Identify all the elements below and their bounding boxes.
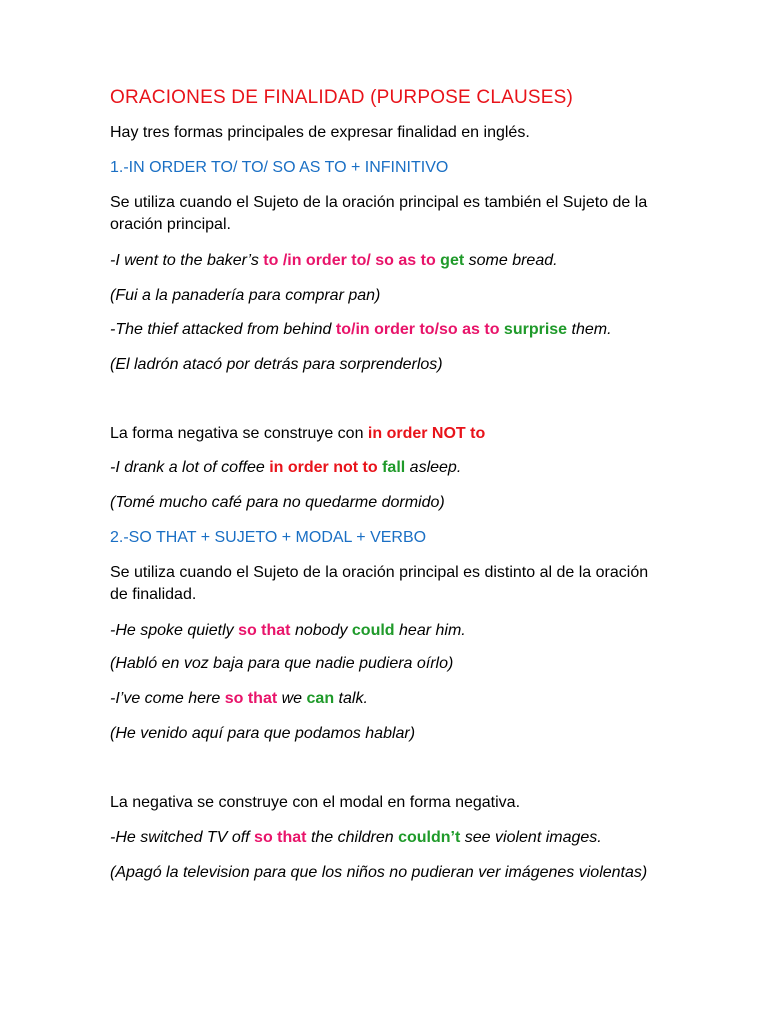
example-text: -I drank a lot of coffee <box>110 459 270 476</box>
section2-negative <box>110 792 670 814</box>
negative-text: La negativa se construye con el modal en forma negativa. <box>110 794 521 811</box>
section2-heading <box>110 527 670 549</box>
connector-highlight: so that <box>254 829 307 846</box>
section1-heading-text: 1.-IN ORDER TO/ TO/ SO AS TO + INFINITIVO <box>110 159 449 176</box>
section2-translation-2 <box>110 723 670 745</box>
connector-highlight: in order not to <box>269 459 378 476</box>
section1-example-1: -I went to the baker’s to /in order to/ so as to get some bread. <box>110 252 558 269</box>
connector-highlight: so that <box>238 622 291 639</box>
example-text: -I’ve come here <box>110 690 225 707</box>
connector-highlight: to/in order to/so as to <box>335 321 500 338</box>
section2-example-1: -He spoke quietly so that nobody could hear him. <box>110 622 466 639</box>
example-text: -He spoke quietly <box>110 622 239 639</box>
section1-translation-3 <box>110 492 670 514</box>
translation-text: (Apagó la television para que los niños no pudieran ver imágenes violentas) <box>110 864 648 881</box>
section2-explanation-text: Se utiliza cuando el Sujeto de la oración principal es distinto al de la oración de finalidad. <box>110 564 649 603</box>
connector-highlight: so that <box>224 690 278 707</box>
section1-translation-2 <box>110 354 670 376</box>
section1-translation-1 <box>110 285 670 307</box>
verb-highlight: get <box>440 252 465 269</box>
example-text: -He switched TV off <box>110 829 255 846</box>
section2-translation-3 <box>110 862 670 884</box>
modal-highlight: couldn’t <box>398 829 461 846</box>
connector-highlight: to /in order to/ so as to <box>263 252 436 269</box>
section1-negative <box>110 423 670 445</box>
title-text: ORACIONES DE FINALIDAD (PURPOSE CLAUSES) <box>110 87 574 108</box>
section2-explanation <box>110 562 670 606</box>
translation-text: (Habló en voz baja para que nadie pudiera oírlo) <box>110 655 454 672</box>
verb-highlight: surprise <box>503 321 568 338</box>
intro-text: Hay tres formas principales de expresar finalidad en inglés. <box>110 124 530 141</box>
section2-example-2: -I’ve come here so that we can talk. <box>110 690 368 707</box>
section2-example-3: -He switched TV off so that the children couldn’t see violent images. <box>110 829 602 846</box>
intro-paragraph <box>110 122 670 144</box>
section2-translation-1 <box>110 653 670 675</box>
translation-text: (Fui a la panadería para comprar pan) <box>110 287 381 304</box>
verb-highlight: fall <box>382 459 406 476</box>
modal-highlight: can <box>306 690 335 707</box>
section1-explanation <box>110 192 670 236</box>
section2-heading-text: 2.-SO THAT + SUJETO + MODAL + VERBO <box>110 529 427 546</box>
connector-highlight: in order NOT to <box>367 425 486 442</box>
translation-text: (He venido aquí para que podamos hablar) <box>110 725 416 742</box>
modal-highlight: could <box>351 622 395 639</box>
example-text: -The thief attacked from behind <box>110 321 336 338</box>
translation-text: (El ladrón atacó por detrás para sorprenderlos) <box>110 356 443 373</box>
example-text: -I went to the baker’s <box>110 252 264 269</box>
document-title <box>110 86 670 110</box>
section1-example-2: -The thief attacked from behind to/in order to/so as to surprise them. <box>110 321 612 338</box>
negative-text: La forma negativa se construye con <box>110 425 368 442</box>
section1-explanation-text: Se utiliza cuando el Sujeto de la oración principal es también el Sujeto de la oración principal. <box>110 194 648 233</box>
section1-heading <box>110 157 670 179</box>
section1-example-3: -I drank a lot of coffee in order not to fall asleep. <box>110 459 462 476</box>
translation-text: (Tomé mucho café para no quedarme dormido) <box>110 494 445 511</box>
